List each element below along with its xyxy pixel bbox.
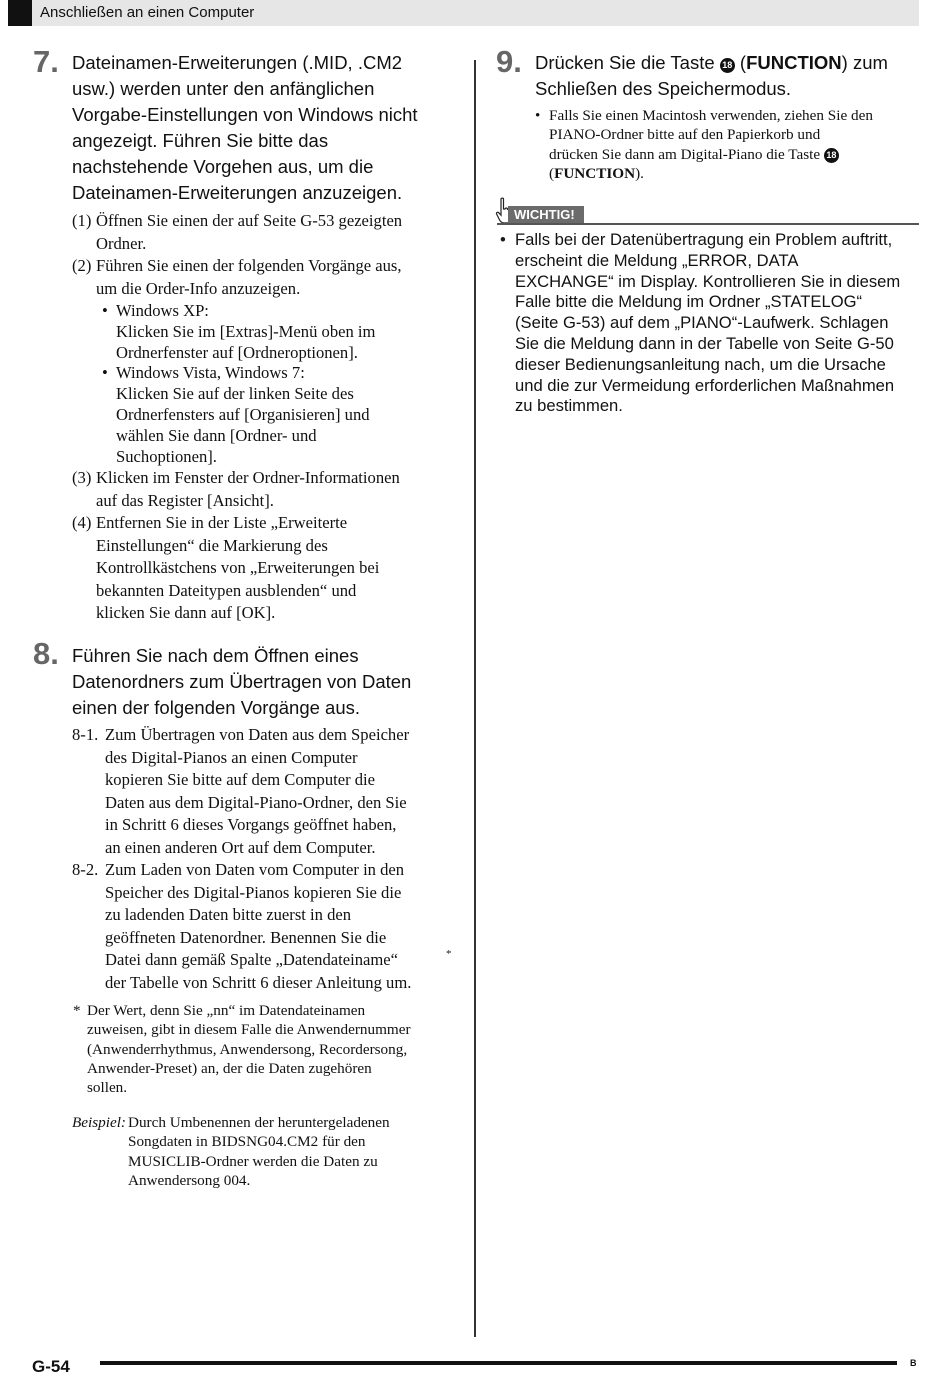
step-7-title: Dateinamen-Erweiterungen (.MID, .CM2 usw.) werden unter den anfänglichen Vorgabe-Einstellungen von Windows nicht angezeigt. Führen Sie bitte das nachstehende Vorgehen aus, um die Dateinamen-Erweiterungen anzuzeigen. (72, 52, 418, 203)
step-7-sub-4-marker: (4) (72, 513, 92, 532)
step-8-number: 8. (33, 636, 59, 671)
step-8-title: Führen Sie nach dem Öffnen eines Datenordners zum Übertragen von Daten einen der folgenden Vorgänge aus. (72, 645, 412, 718)
step-7-sub-1: Öffnen Sie einen der auf Seite G-53 gezeigten Ordner. (96, 211, 403, 253)
function-key-name: FUNCTION (746, 52, 842, 73)
header-marker-block (8, 0, 32, 26)
windows-xp-bullet: • (102, 301, 108, 320)
windows-vista-bullet: • (102, 363, 108, 382)
page-number: G-54 (32, 1357, 70, 1376)
footer-rule (100, 1361, 897, 1365)
notice-text: Falls bei der Datenübertragung ein Problem auftritt, erscheint die Meldung „ERROR, DATA EXCHANGE“ im Display. Kontrollieren Sie in diesem Falle bitte die Meldung im Ordner „STATELOG“ (Seite G-53) auf dem „PIANO“-Laufwerk. Schlagen Sie die Meldung dann in der Tabelle von Seite G-50 dieser Bedienungsanleitung nach, um die Ursache und die zur Vermeidung erforderlichen Maßnahmen zu bestimmen. (515, 230, 901, 416)
windows-xp-instructions: Windows XP: Klicken Sie im [Extras]-Menü oben im Ordnerfenster auf [Ordneroptionen]. (116, 301, 376, 362)
step-7-sub-1-marker: (1) (72, 211, 92, 230)
step-7-number: 7. (33, 44, 59, 79)
example-text: Durch Umbenennen der heruntergeladenen Songdaten in BIDSNG04.CM2 für den MUSICLIB-Ordner werden die Daten zu Anwendersong 004. (128, 1114, 390, 1189)
step-9-title: Drücken Sie die Taste 18 (FUNCTION) zum Schließen des Speichermodus. (535, 52, 888, 99)
step-8-1-text: Zum Übertragen von Daten aus dem Speicher des Digital-Pianos an einen Computer kopieren Sie bitte auf dem Computer die Daten aus dem Digital-Piano-Ordner, den Sie in Schritt 6 dieses Vorgangs geöffnet haben, an einen anderen Ort auf dem Computer. (105, 725, 410, 857)
step-8-2-marker: 8-2. (72, 860, 99, 879)
macintosh-note: Falls Sie einen Macintosh verwenden, ziehen Sie den PIANO-Ordner bitte auf den Papierkorb und drücken Sie dann am Digital-Piano die Taste 18 (FUNCTION). (549, 107, 873, 182)
wichtig-badge: WICHTIG! (508, 206, 584, 224)
step-7-sub-2-marker: (2) (72, 256, 92, 275)
footer-mark: B (910, 1358, 917, 1368)
step-7-sub-4: Entfernen Sie in der Liste „Erweiterte Einstellungen“ die Markierung des Kontrollkästchens von „Erweiterungen bei bekannten Dateitypen ausblenden“ und klicken Sie dann auf [OK]. (96, 513, 380, 622)
wichtig-rule (497, 223, 919, 225)
column-divider (474, 60, 476, 1337)
step-7-sub-3: Klicken im Fenster der Ordner-Informationen auf das Register [Ansicht]. (96, 468, 400, 510)
step-8-1-marker: 8-1. (72, 725, 99, 744)
function-key-number-icon: 18 (824, 148, 839, 163)
notice-bullet: • (500, 230, 506, 249)
step-8-2-text: Zum Laden von Daten vom Computer in den Speicher des Digital-Pianos kopieren Sie die zu ladenden Daten bitte zuerst in den geöffneten Datenordner. Benennen Sie die Datei dann gemäß Spalte „Datendateiname“ der Tabelle von Schritt 6 dieser Anleitung um. (105, 860, 412, 992)
function-key-number-icon: 18 (720, 58, 735, 73)
footnote-marker: * (73, 1002, 81, 1019)
step-7-sub-3-marker: (3) (72, 468, 92, 487)
step-7-sub-2: Führen Sie einen der folgenden Vorgänge aus, um die Order-Info anzuzeigen. (96, 256, 402, 298)
running-header-title: Anschließen an einen Computer (40, 4, 255, 21)
step-9-number: 9. (496, 44, 522, 79)
windows-vista-instructions: Windows Vista, Windows 7: Klicken Sie auf der linken Seite des Ordnerfensters auf [Organisieren] und wählen Sie dann [Ordner- und Suchoptionen]. (116, 363, 370, 466)
footnote-text: Der Wert, denn Sie „nn“ im Datendateinamen zuweisen, gibt in diesem Falle die Anwendernummer (Anwenderrhythmus, Anwendersong, Recordersong, Anwender-Preset) an, der die Daten zugehören sollen. (87, 1002, 411, 1097)
example-label: Beispiel: (72, 1114, 126, 1131)
macintosh-bullet: • (535, 107, 541, 124)
footnote-reference: * (446, 948, 452, 960)
